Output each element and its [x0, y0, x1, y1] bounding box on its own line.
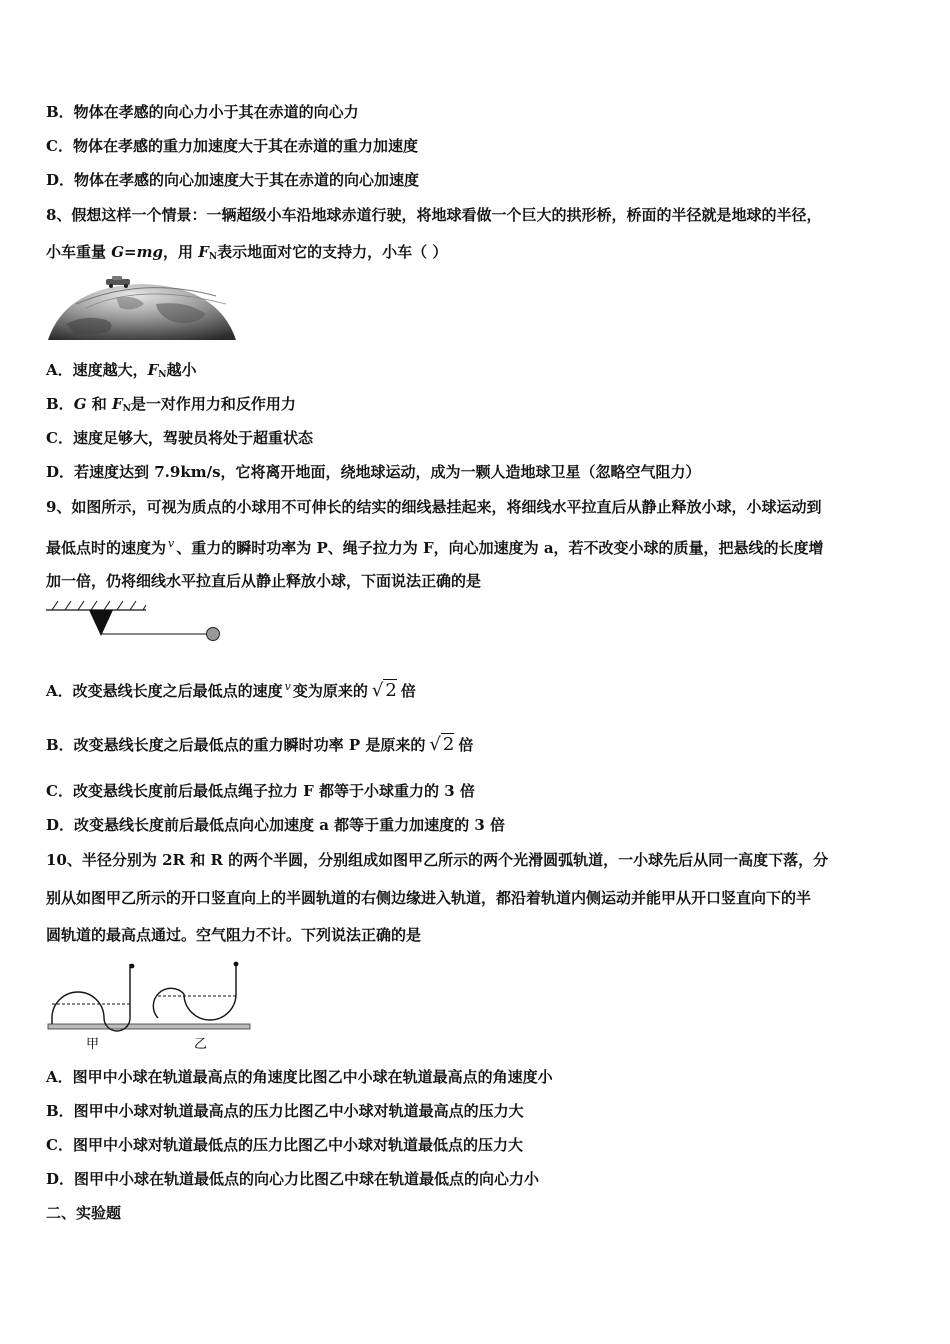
q8-option-d: D．若速度达到 7.9km/s，它将离开地面，绕地球运动，成为一颗人造地球卫星（忽略空气阻力）	[46, 463, 701, 481]
q10-stem-line3: 圆轨道的最高点通过。空气阻力不计。下列说法正确的是	[46, 926, 422, 944]
q9-option-d: D．改变悬线长度前后最低点向心加速度 a 都等于重力加速度的 3 倍	[46, 816, 506, 834]
q10-stem-line2: 别从如图甲乙所示的开口竖直向上的半圆轨道的右侧边缘进入轨道，都沿着轨道内侧运动并能甲从开口竖直向下的半	[46, 889, 812, 907]
q10-option-a: A．图甲中小球在轨道最高点的角速度比图乙中小球在轨道最高点的角速度小	[46, 1068, 553, 1086]
q10-option-c: C．图甲中小球对轨道最低点的压力比图乙中小球对轨道最低点的压力大	[46, 1136, 523, 1154]
q9-stem-line2: 最低点时的速度为 $^v$ 、重力的瞬时功率为 P、绳子拉力为 F，向心加速度为 a，若不改变小球的质量，把悬线的长度增	[46, 537, 824, 557]
q9-option-b: B．改变悬线长度之后最低点的重力瞬时功率 P 是原来的 √ 2 倍	[46, 732, 473, 758]
sqrt-symbol: √ 2	[371, 680, 397, 701]
sqrt-symbol: √ 2	[429, 734, 455, 755]
label-yi: 乙	[194, 1037, 208, 1052]
q8-option-c: C．速度足够大，驾驶员将处于超重状态	[46, 429, 313, 447]
track-yi	[153, 962, 238, 1020]
q10-option-d: D．图甲中小球在轨道最低点的向心力比图乙中球在轨道最低点的向心力小	[46, 1170, 540, 1188]
q8-stem-line2: 小车重量 G=mg，用 $F_N$表示地面对它的支持力，小车（ ）	[46, 243, 448, 262]
q10-stem-line1: 10、半径分别为 2R 和 R 的两个半圆，分别组成如图甲乙所示的两个光滑圆弧轨道，一小球先后从同一高度下落，分	[46, 851, 829, 869]
q8-option-b: B．G 和 $F_N$是一对作用力和反作用力	[46, 395, 296, 414]
ground-line	[48, 1024, 250, 1029]
q10-option-b: B．图甲中小球对轨道最高点的压力比图乙中小球对轨道最高点的压力大	[46, 1102, 524, 1120]
ball-icon	[207, 628, 220, 641]
earth-car-figure	[46, 274, 238, 344]
tracks-figure	[46, 956, 254, 1056]
q7-option-b: B．物体在孝感的向心力小于其在赤道的向心力	[46, 103, 359, 121]
track-jia	[52, 964, 134, 1031]
ball-icon	[234, 962, 239, 967]
q9-stem-line3: 加一倍，仍将细线水平拉直后从静止释放小球，下面说法正确的是	[46, 572, 482, 590]
q7-option-d: D．物体在孝感的向心加速度大于其在赤道的向心加速度	[46, 171, 420, 189]
q8-option-a: A．速度越大，$F_N$越小	[46, 361, 197, 380]
pendulum-figure	[46, 600, 226, 644]
q8-stem-line1: 8、假想这样一个情景：一辆超级小车沿地球赤道行驶，将地球看做一个巨大的拱形桥，桥面的半径就是地球的半径，	[46, 206, 822, 224]
label-jia: 甲	[86, 1037, 100, 1052]
q7-option-c: C．物体在孝感的重力加速度大于其在赤道的重力加速度	[46, 137, 418, 155]
q9-option-c: C．改变悬线长度前后最低点绳子拉力 F 都等于小球重力的 3 倍	[46, 782, 475, 800]
ball-icon	[130, 964, 135, 969]
q9-option-a: A．改变悬线长度之后最低点的速度 $^v$ 变为原来的 √ 2 倍	[46, 674, 416, 704]
section-heading: 二、实验题	[46, 1204, 122, 1222]
ceiling-hatching	[52, 601, 146, 610]
q9-stem-line1: 9、如图所示，可视为质点的小球用不可伸长的结实的细线悬挂起来，将细线水平拉直后从静止释放小球，小球运动到	[46, 498, 822, 516]
pivot-icon	[89, 610, 113, 636]
